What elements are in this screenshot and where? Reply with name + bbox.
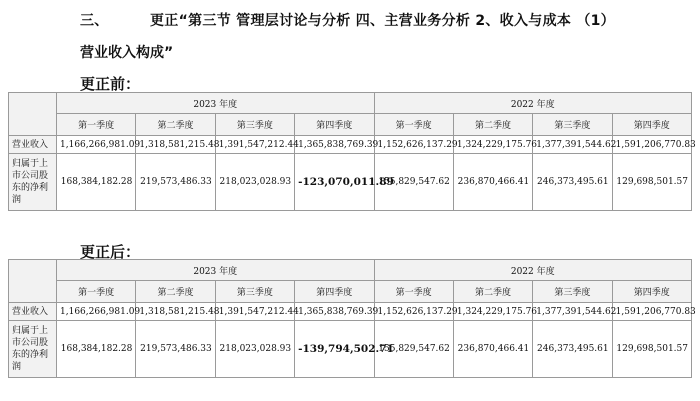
table-row bbox=[9, 114, 692, 136]
quarter-header: 第二季度 bbox=[136, 114, 215, 136]
table-cell: 1,365,838,769.39 bbox=[295, 136, 374, 154]
row-label-net-profit: 归属于上市公司股东的净利润 bbox=[9, 321, 57, 378]
quarter-header: 第二季度 bbox=[453, 281, 532, 303]
table-cell: 129,698,501.57 bbox=[612, 154, 691, 211]
section-before-label: 更正前： bbox=[80, 75, 141, 93]
corrected-value-cell: -139,794,502.71 bbox=[295, 321, 374, 378]
corner-cell bbox=[9, 260, 57, 303]
quarter-header: 第一季度 bbox=[374, 114, 453, 136]
quarter-header: 第四季度 bbox=[612, 114, 691, 136]
table-cell: 168,384,182.28 bbox=[57, 321, 136, 378]
table-row bbox=[9, 281, 692, 303]
table-cell: 168,384,182.28 bbox=[57, 154, 136, 211]
table-cell: 155,829,547.62 bbox=[374, 154, 453, 211]
year-2023-header: 2023 年度 bbox=[57, 260, 375, 281]
heading-number: 三、 bbox=[80, 13, 109, 29]
table-cell: 155,829,547.62 bbox=[374, 321, 453, 378]
quarter-header: 第四季度 bbox=[295, 281, 374, 303]
table-cell: 1,318,581,215.48 bbox=[136, 303, 215, 321]
table-cell: 129,698,501.57 bbox=[612, 321, 691, 378]
table-cell: 236,870,466.41 bbox=[453, 321, 532, 378]
table-cell: 219,573,486.33 bbox=[136, 321, 215, 378]
heading-line-1 bbox=[80, 10, 615, 30]
table-cell: 1,152,626,137.29 bbox=[374, 136, 453, 154]
table-cell: 1,591,206,770.83 bbox=[612, 303, 691, 321]
table-before-correction bbox=[8, 92, 696, 211]
quarter-header: 第三季度 bbox=[533, 281, 612, 303]
year-2022-header: 2022 年度 bbox=[374, 93, 692, 114]
table-cell: 1,166,266,981.09 bbox=[57, 303, 136, 321]
table-cell: 1,166,266,981.09 bbox=[57, 136, 136, 154]
table-cell: 1,377,391,544.62 bbox=[533, 303, 612, 321]
quarter-header: 第四季度 bbox=[612, 281, 691, 303]
table-row bbox=[9, 136, 692, 154]
table-cell: 219,573,486.33 bbox=[136, 154, 215, 211]
quarter-header: 第四季度 bbox=[295, 114, 374, 136]
quarter-header: 第一季度 bbox=[57, 281, 136, 303]
quarter-header: 第三季度 bbox=[215, 281, 294, 303]
row-label-net-profit: 归属于上市公司股东的净利润 bbox=[9, 154, 57, 211]
table-cell: 1,324,229,175.76 bbox=[453, 136, 532, 154]
table-cell: 246,373,495.61 bbox=[533, 154, 612, 211]
table-cell: 1,591,206,770.83 bbox=[612, 136, 691, 154]
table-cell: 1,391,547,212.44 bbox=[215, 303, 294, 321]
table-row bbox=[9, 303, 692, 321]
quarter-header: 第三季度 bbox=[215, 114, 294, 136]
table-row bbox=[9, 321, 692, 378]
table-cell: 236,870,466.41 bbox=[453, 154, 532, 211]
table-cell: 218,023,028.93 bbox=[215, 321, 294, 378]
quarter-header: 第三季度 bbox=[533, 114, 612, 136]
quarter-header: 第一季度 bbox=[374, 281, 453, 303]
row-label-revenue: 营业收入 bbox=[9, 136, 57, 154]
table-row bbox=[9, 154, 692, 211]
year-2023-header: 2023 年度 bbox=[57, 93, 375, 114]
table-after-correction bbox=[8, 259, 696, 378]
table-cell: 218,023,028.93 bbox=[215, 154, 294, 211]
table-cell: 246,373,495.61 bbox=[533, 321, 612, 378]
year-2022-header: 2022 年度 bbox=[374, 260, 692, 281]
table-row bbox=[9, 260, 692, 281]
corrected-value-cell: -123,070,011.89 bbox=[295, 154, 374, 211]
quarter-header: 第一季度 bbox=[57, 114, 136, 136]
quarter-header: 第二季度 bbox=[136, 281, 215, 303]
section-after-label: 更正后： bbox=[80, 243, 141, 261]
table-cell: 1,152,626,137.29 bbox=[374, 303, 453, 321]
table-cell: 1,391,547,212.44 bbox=[215, 136, 294, 154]
corner-cell bbox=[9, 93, 57, 136]
table-cell: 1,324,229,175.76 bbox=[453, 303, 532, 321]
heading-title: 更正“第三节 管理层讨论与分析 四、主营业务分析 2、收入与成本 （1） bbox=[150, 13, 615, 29]
table-cell: 1,365,838,769.39 bbox=[295, 303, 374, 321]
heading-line-2: 营业收入构成” bbox=[80, 45, 174, 61]
table-row bbox=[9, 93, 692, 114]
table-cell: 1,318,581,215.48 bbox=[136, 136, 215, 154]
row-label-revenue: 营业收入 bbox=[9, 303, 57, 321]
table-cell: 1,377,391,544.62 bbox=[533, 136, 612, 154]
quarter-header: 第二季度 bbox=[453, 114, 532, 136]
